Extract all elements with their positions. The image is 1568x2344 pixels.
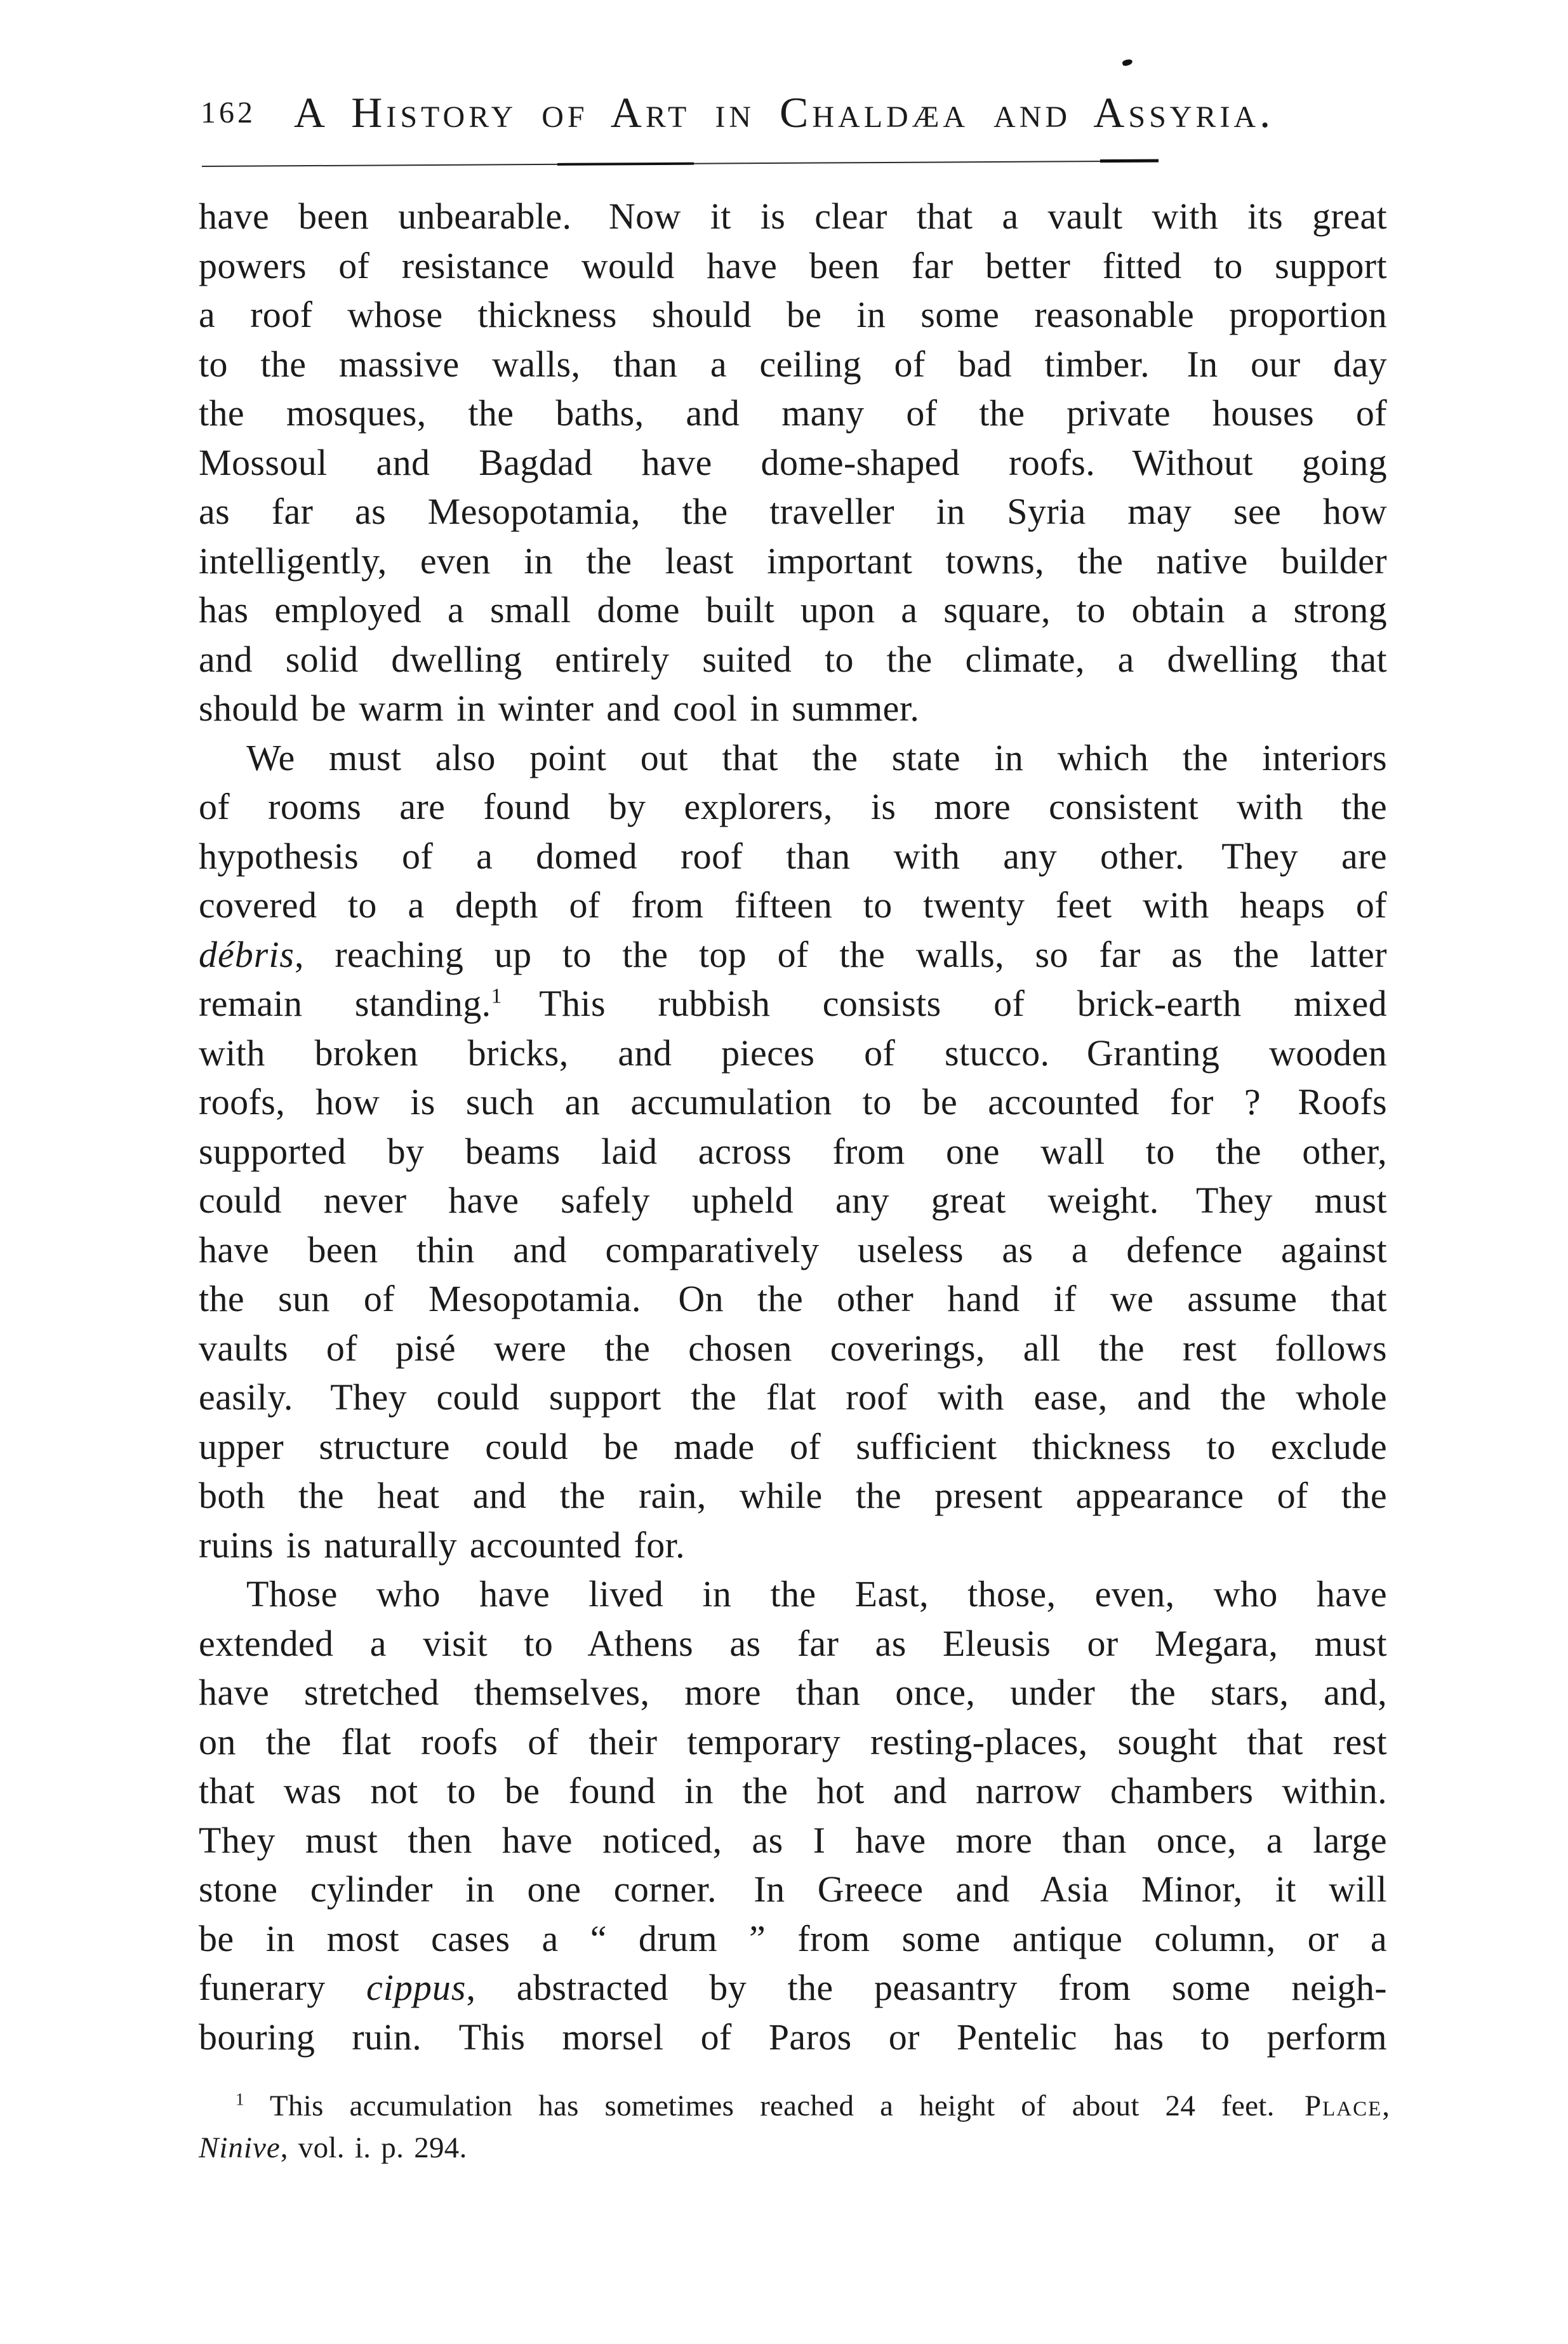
text-line: ruins is naturally accounted for. (199, 1524, 686, 1566)
text-line: vaults of pisé were the chosen coverings, all the rest follows (199, 1327, 1387, 1369)
text-line: Mossoul and Bagdad have dome-shaped roofs. Without going (199, 441, 1387, 483)
text-line: They must then have noticed, as I have more than once, a large (199, 1819, 1387, 1861)
text-line: covered to a depth of from fifteen to twenty feet with heaps of (199, 884, 1387, 926)
header-rule-end-segment (1100, 159, 1159, 163)
text-line: stone cylinder in one corner. In Greece and Asia Minor, it will (199, 1868, 1387, 1910)
header-rule-thick-segment (557, 163, 694, 166)
text-line: and solid dwelling entirely suited to the climate, a dwelling that (199, 638, 1387, 680)
text-line: on the flat roofs of their temporary resting-places, sought that rest (199, 1721, 1387, 1762)
text-line: of rooms are found by explorers, is more consistent with the (199, 786, 1387, 827)
text-line: débris, reaching up to the top of the walls, so far as the latter (199, 933, 1387, 975)
text-line: have been thin and comparatively useless as a defence against (199, 1229, 1387, 1270)
text-line: be in most cases a “ drum ” from some antique column, or a (199, 1917, 1387, 1959)
text-line: easily. They could support the flat roof with ease, and the whole (199, 1376, 1387, 1418)
text-line: the sun of Mesopotamia. On the other hand if we assume that (199, 1278, 1387, 1319)
text-line: funerary cippus, abstracted by the peasantry from some neigh- (199, 1967, 1387, 2008)
text-line: Those who have lived in the East, those, even, who have (246, 1573, 1387, 1615)
text-line: bouring ruin. This morsel of Paros or Pentelic has to perform (199, 2016, 1387, 2058)
text-line: remain standing.$^1$ This rubbish consists of brick-earth mixed (199, 983, 1387, 1024)
text-line: should be warm in winter and cool in summer. (199, 688, 920, 729)
text-line: as far as Mesopotamia, the traveller in Syria may see how (199, 491, 1387, 532)
text-line: extended a visit to Athens as far as Eleusis or Megara, must (199, 1622, 1387, 1664)
text-line: that was not to be found in the hot and narrow chambers within. (199, 1770, 1387, 1811)
footnote-line: Ninive, vol. i. p. 294. (199, 2131, 467, 2164)
text-line: powers of resistance would have been far better fitted to support (199, 244, 1387, 286)
body-text (199, 192, 1387, 2061)
text-line: with broken bricks, and pieces of stucco. Granting wooden (199, 1032, 1387, 1074)
page-number: 162 (201, 96, 256, 130)
text-line: roofs, how is such an accumulation to be accounted for ? Roofs (199, 1081, 1387, 1122)
footnote (199, 2085, 1391, 2169)
text-line: hypothesis of a domed roof than with any other. They are (199, 835, 1387, 877)
text-line: intelligently, even in the least important towns, the native builder (199, 540, 1387, 582)
text-line: to the massive walls, than a ceiling of bad timber. In our day (199, 343, 1387, 385)
text-line: a roof whose thickness should be in some reasonable proportion (199, 294, 1387, 335)
running-title: A History of Art in Chaldæa and Assyria. (293, 88, 1275, 137)
footnote-line: $^1$ This accumulation has sometimes reached a height of about 24 feet. Place, (236, 2089, 1391, 2122)
text-line: have stretched themselves, more than once, under the stars, and, (199, 1672, 1387, 1713)
text-line: both the heat and the rain, while the present appearance of the (199, 1475, 1387, 1516)
ink-speck (1122, 58, 1133, 67)
text-line: We must also point out that the state in which the interiors (246, 736, 1387, 778)
text-line: could never have safely upheld any great weight. They must (199, 1180, 1387, 1221)
text-line: upper structure could be made of sufficient thickness to exclude (199, 1425, 1387, 1467)
text-line: supported by beams laid across from one wall to the other, (199, 1130, 1387, 1172)
text-line: has employed a small dome built upon a square, to obtain a strong (199, 589, 1387, 630)
header-rule (202, 161, 1159, 167)
text-line: the mosques, the baths, and many of the private houses of (199, 392, 1387, 434)
text-line: have been unbearable. Now it is clear that a vault with its great (199, 196, 1387, 237)
